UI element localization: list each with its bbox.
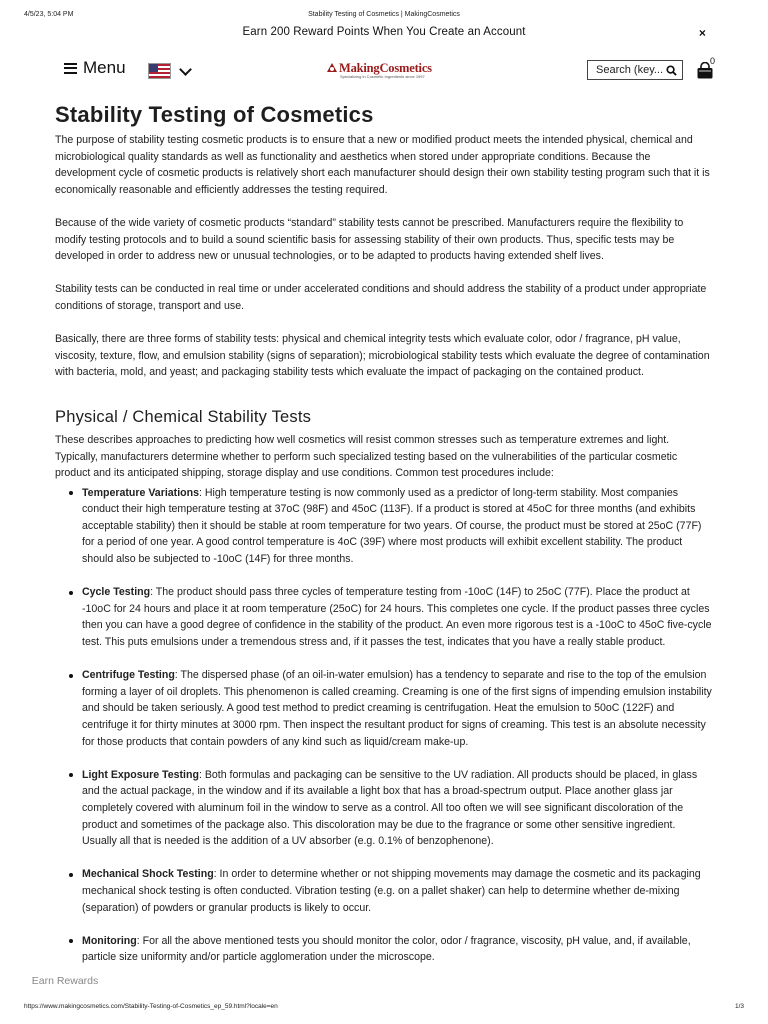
list-item: [82, 767, 713, 850]
close-icon[interactable]: ×: [698, 26, 706, 40]
test-name: Mechanical Shock Testing: [82, 868, 214, 881]
print-header: [24, 11, 744, 23]
test-list: [55, 485, 713, 966]
logo-name: MakingCosmetics: [339, 61, 432, 75]
article: [55, 100, 713, 983]
list-item: [82, 866, 713, 916]
menu-label: Menu: [83, 58, 126, 77]
test-text: : In order to determine whether or not shipping movements may damage the cosmetic and its packaging mechanical shock testing is often conducted. Vibration testing (e.g. on a pallet shaker) can help to determine whether de-mixing (separation) of powders or granular products is likely to occur.: [82, 868, 701, 914]
test-name: Light Exposure Testing: [82, 768, 199, 781]
site-logo[interactable]: [325, 61, 437, 83]
test-text: : For all the above mentioned tests you should monitor the color, odor / fragrance, viscosity, pH value, and, if available, particle size uniformity and/or particle agglomeration under the microscope.: [82, 934, 691, 964]
search-icon[interactable]: [666, 65, 677, 76]
cart-button[interactable]: [696, 56, 718, 81]
test-name: Temperature Variations: [82, 486, 199, 499]
site-header: [0, 56, 768, 88]
us-flag-icon: [148, 63, 171, 79]
search-placeholder: Search (key...: [596, 64, 664, 76]
locale-selector[interactable]: [148, 63, 190, 79]
section-heading: Physical / Chemical Stability Tests: [55, 407, 312, 426]
print-page-title: Stability Testing of Cosmetics | MakingCosmetics: [308, 11, 460, 18]
logo-tagline: Specializing in Cosmetic Ingredients since 1997: [340, 74, 425, 79]
list-item: [82, 584, 713, 650]
chevron-down-icon: [179, 63, 192, 76]
earn-rewards-button[interactable]: Earn Rewards: [18, 966, 112, 996]
logo-mark-icon: [325, 61, 339, 75]
print-page-number: 1/3: [734, 1003, 744, 1010]
test-name: Cycle Testing: [82, 586, 151, 599]
cart-count: 0: [710, 56, 716, 66]
list-item: [82, 667, 713, 750]
list-item: [82, 485, 713, 568]
intro-paragraph-3: Stability tests can be conducted in real time or under accelerated conditions and should address the stability of a product under appropriate conditions of storage, transport and use.: [55, 283, 707, 312]
test-text: : Both formulas and packaging can be sensitive to the UV radiation. All products should be placed, in glass and the actual package, in the window and if its available a light box that has a broad-spectrum output. Place another glass jar completely covered with aluminum foil in the window to serve as a control. All too often we will see significant discoloration of the product and sometimes of the package also. This discoloration may be due to the fragrance or some other sensitive ingredient. Usually all that is needed is the addition of a UV absorber (e.g. 0.1% of benzophenone).: [82, 768, 698, 848]
print-footer: [24, 1003, 744, 1015]
print-datetime: 4/5/23, 5:04 PM: [24, 11, 74, 18]
promo-text[interactable]: Earn 200 Reward Points When You Create an Account: [242, 26, 526, 38]
page-title: Stability Testing of Cosmetics: [55, 102, 374, 127]
intro-paragraph-1: The purpose of stability testing cosmetic products is to ensure that a new or modified product meets the intended physical, chemical and microbiological quality standards as well as functionality and aesthetics when stored under appropriate conditions. Because the development cycle of cosmetic products is relatively short each manufacturer should design their own stability testing program such that it is economically reasonable and efficiently addresses the testing required.: [55, 134, 710, 196]
print-url: https://www.makingcosmetics.com/Stability-Testing-of-Cosmetics_ep_59.html?locale=en: [24, 1003, 278, 1010]
menu-button[interactable]: [64, 58, 126, 78]
intro-paragraph-2: Because of the wide variety of cosmetic products “standard” stability tests cannot be prescribed. Manufacturers require the flexibility to modify testing protocols and to build a sound scientific basis for assessing stability of their own products. Thus, specific tests may be developed in order to address new or unusual technologies, or to be adapted to products having extended shelf lives.: [55, 216, 684, 263]
hamburger-icon: [64, 63, 77, 74]
test-text: : The dispersed phase (of an oil-in-water emulsion) has a tendency to separate and rise to the top of the emulsion forming a layer of oil droplets. This phenomenon is called creaming. Creaming is one of the first signs of impending emulsion instability and should be taken seriously. A good test method to predict creaming is centrifugation. Heat the emulsion to 50oC (122F) and centrifuge it for thirty minutes at 3000 rpm. Then inspect the resultant product for signs of creaming. This test is an absolute necessity for those products that contain powders of any kind such as liquid/cream make-up.: [82, 669, 712, 748]
test-name: Centrifuge Testing: [82, 669, 175, 682]
promo-bar: [0, 26, 768, 44]
test-text: : The product should pass three cycles of temperature testing from -10oC (14F) to 25oC (77F). Place the product at -10oC for 24 hours and place it at room temperature (25oC) for 24 hours. This completes one cycle. If the product passes three cycles then you can have a good degree of confidence in the stability of the product. An even more rigorous test is a -10oC to 45oC five-cycle test. This puts emulsions under a tremendous stress and, if it passes the test, indicates that you have a really stable product.: [82, 586, 712, 649]
search-input[interactable]: [587, 60, 683, 80]
section-intro: These describes approaches to predicting how well cosmetics will resist common stresses such as temperature extremes and light. Typically, manufacturers determine whether to perform such specialized testing based on the vulnerabilities of the particular cosmetic product and its anticipated shipping, storage display and use conditions. Common test procedures include:: [55, 433, 678, 480]
list-item: [82, 933, 713, 966]
intro-paragraph-4: Basically, there are three forms of stability tests: physical and chemical integrity tests which evaluate color, odor / fragrance, pH value, viscosity, texture, flow, and emulsion stability (signs of separation); microbiological stability tests which evaluate the degree of contamination with bacteria, mold, and yeast; and packaging stability tests which evaluate the impact of packaging on the contained product.: [55, 333, 710, 379]
test-name: Monitoring: [82, 934, 137, 947]
test-text: : High temperature testing is now commonly used as a predictor of long-term stability. Most companies conduct their high temperature testing at 37oC (98F) and 45oC (113F). If a product is stored at 45oC for three months (and exhibits acceptable stability) then it should be stable at room temperature for two years. Of course, the product must be stored at 25oC (77F) for a period of one year. A good control temperature is 4oC (39F) where most products will exhibit excellent stability. The product should also be subjected to -10oC (14F) for three months.: [82, 486, 702, 566]
